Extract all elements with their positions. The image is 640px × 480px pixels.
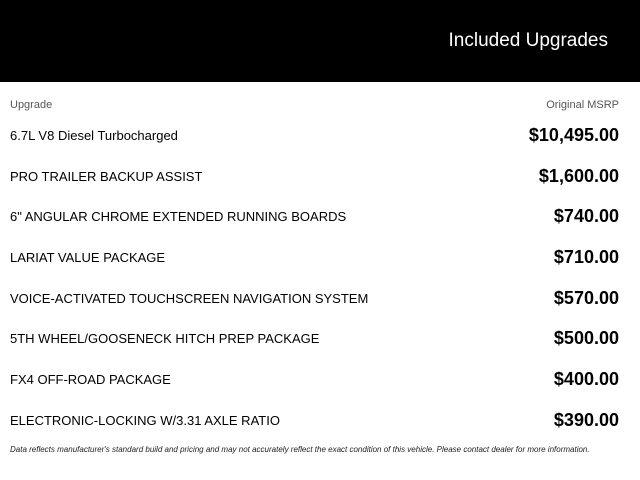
upgrade-row	[10, 318, 619, 359]
upgrade-price: $1,600.00	[538, 165, 619, 186]
upgrade-name: PRO TRAILER BACKUP ASSIST	[10, 168, 203, 184]
upgrade-list	[10, 115, 619, 441]
column-header-upgrade: Upgrade	[10, 99, 53, 111]
upgrade-price: $400.00	[553, 369, 619, 390]
upgrade-name: ELECTRONIC-LOCKING W/3.31 AXLE RATIO	[10, 412, 280, 428]
upgrade-price: $390.00	[553, 409, 619, 430]
upgrade-row	[10, 156, 619, 197]
upgrade-name: FX4 OFF-ROAD PACKAGE	[10, 372, 171, 388]
header-bar	[0, 0, 640, 82]
page-title: Included Upgrades	[448, 30, 608, 51]
upgrade-name: 6" ANGULAR CHROME EXTENDED RUNNING BOARDS	[10, 209, 347, 225]
upgrade-price: $710.00	[553, 247, 619, 268]
upgrade-row	[10, 359, 619, 400]
upgrade-price: $500.00	[553, 328, 619, 349]
upgrade-price: $570.00	[553, 287, 619, 308]
upgrade-row	[10, 196, 619, 237]
upgrade-price: $740.00	[553, 206, 619, 227]
upgrade-row	[10, 400, 619, 441]
upgrade-name: 6.7L V8 Diesel Turbocharged	[10, 128, 178, 143]
upgrade-price: $10,495.00	[528, 125, 619, 145]
upgrade-name: LARIAT VALUE PACKAGE	[10, 250, 166, 266]
column-header-msrp: Original MSRP	[546, 99, 619, 111]
upgrade-row	[10, 237, 619, 278]
upgrade-name: VOICE-ACTIVATED TOUCHSCREEN NAVIGATION SYSTEM	[10, 290, 369, 306]
upgrade-name: 5TH WHEEL/GOOSENECK HITCH PREP PACKAGE	[10, 331, 320, 347]
upgrade-row	[10, 115, 619, 156]
upgrade-row	[10, 278, 619, 319]
disclaimer-text: Data reflects manufacturer's standard build and pricing and may not accurately reflect the exact condition of this vehicle. Please contact dealer for more information.	[10, 445, 590, 454]
column-headers	[10, 99, 619, 113]
